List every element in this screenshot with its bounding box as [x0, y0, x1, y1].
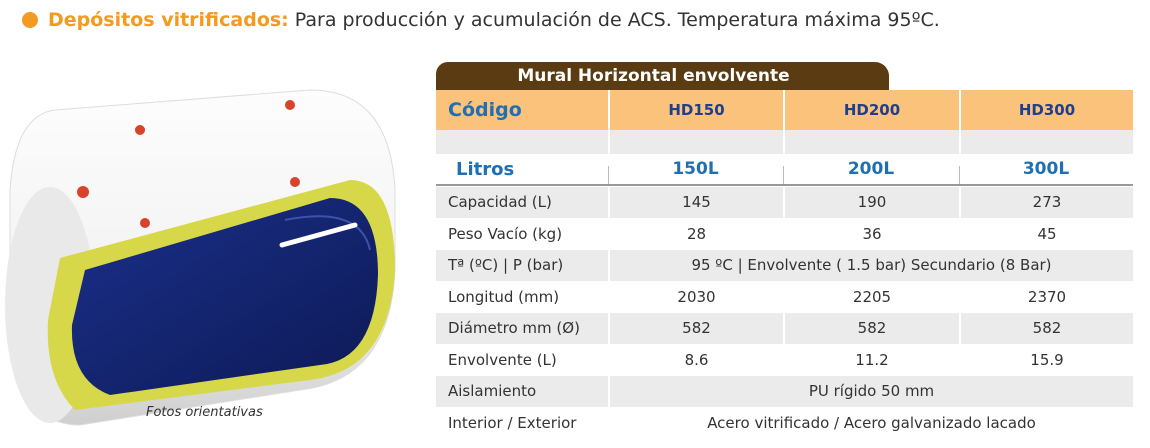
row-label: Interior / Exterior	[436, 407, 608, 439]
cell: 145	[608, 186, 783, 218]
water-heater-photo	[0, 80, 410, 430]
table-row	[436, 249, 1133, 281]
cell: 273	[959, 186, 1133, 218]
spacer-cell	[608, 130, 783, 154]
header-text: Para producción y acumulación de ACS. Temperatura máxima 95ºC.	[294, 9, 940, 31]
span-cell: PU rígido 50 mm	[608, 375, 1133, 407]
spacer-row	[436, 130, 1133, 154]
litros-row	[436, 154, 1133, 186]
span-cell: 95 ºC | Envolvente ( 1.5 bar) Secundario (8 Bar)	[608, 249, 1133, 281]
code-cell: HD150	[608, 90, 783, 130]
cell: 15.9	[959, 344, 1133, 376]
row-label: Longitud (mm)	[436, 281, 608, 313]
span-cell: Acero vitrificado / Acero galvanizado lacado	[608, 407, 1133, 439]
row-label: Aislamiento	[436, 375, 608, 407]
row-label: Tª (ºC) | P (bar)	[436, 249, 608, 281]
cell: 190	[783, 186, 959, 218]
header-highlight: Depósitos vitrificados:	[48, 9, 289, 31]
header	[22, 6, 940, 34]
row-label: Envolvente (L)	[436, 344, 608, 376]
cell: 582	[608, 312, 783, 344]
cell: 28	[608, 218, 783, 250]
litros-cell: 200L	[783, 154, 959, 186]
spacer-cell	[783, 130, 959, 154]
code-cell: HD300	[959, 90, 1133, 130]
code-cell: HD200	[783, 90, 959, 130]
cell: 582	[783, 312, 959, 344]
code-row	[436, 90, 1133, 130]
litros-cell: 150L	[608, 154, 783, 186]
table-row	[436, 312, 1133, 344]
cell: 8.6	[608, 344, 783, 376]
table-row	[436, 186, 1133, 218]
row-label: Diámetro mm (Ø)	[436, 312, 608, 344]
table-row	[436, 281, 1133, 313]
table-row	[436, 375, 1133, 407]
bullet-icon	[22, 12, 38, 28]
table-row	[436, 218, 1133, 250]
cell: 2370	[959, 281, 1133, 313]
cell: 2030	[608, 281, 783, 313]
spec-table	[436, 62, 1133, 438]
row-label: Peso Vacío (kg)	[436, 218, 608, 250]
cell: 45	[959, 218, 1133, 250]
row-label: Capacidad (L)	[436, 186, 608, 218]
table-row	[436, 344, 1133, 376]
spacer-cell	[959, 130, 1133, 154]
cell: 36	[783, 218, 959, 250]
cell: 2205	[783, 281, 959, 313]
table-row	[436, 407, 1133, 439]
litros-label: Litros	[436, 154, 608, 186]
cell: 582	[959, 312, 1133, 344]
spacer-cell	[436, 130, 608, 154]
photo-caption: Fotos orientativas	[146, 405, 263, 420]
code-label: Código	[436, 90, 608, 130]
table-title: Mural Horizontal envolvente	[436, 62, 871, 90]
litros-cell: 300L	[959, 154, 1133, 186]
cell: 11.2	[783, 344, 959, 376]
